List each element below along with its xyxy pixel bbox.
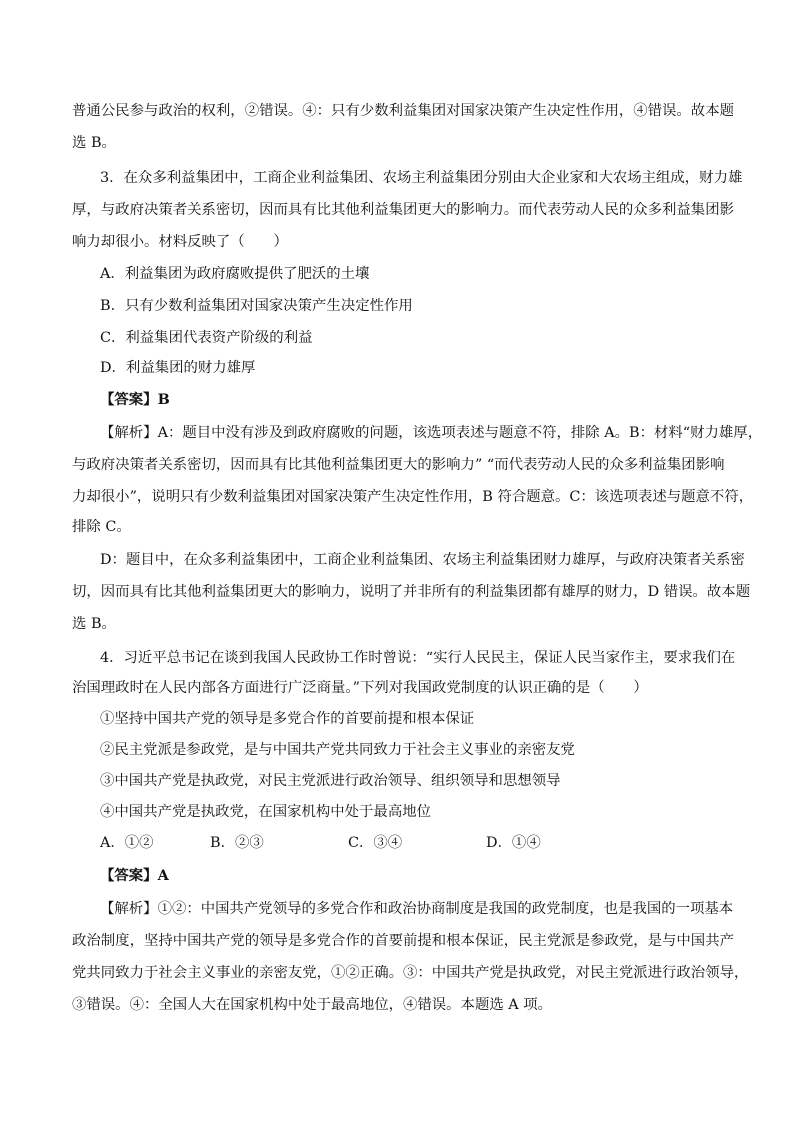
text-line: 切，因而具有比其他利益集团更大的影响力，说明了并非所有的利益集团都有雄厚的财力，D 错误。故本题: [72, 584, 751, 600]
question-3-stem: 3．在众多利益集团中，工商企业利益集团、农场主利益集团分别由大企业家和大农场主组成，财力雄: [100, 170, 743, 186]
text-line: 治国理政时在人民内部各方面进行广泛商量。”下列对我国政党制度的认识正确的是（ ）: [72, 680, 648, 696]
text-line: 厚，与政府决策者关系密切，因而具有比其他利益集团更大的影响力。而代表劳动人民的众多利益集团影: [72, 202, 734, 218]
q4-choice-b: B．②③: [210, 835, 264, 851]
text-line: D：题目中，在众多利益集团中，工商企业利益集团、农场主利益集团财力雄厚，与政府决策者关系密: [100, 552, 745, 568]
q3-answer: 【答案】B: [100, 391, 170, 408]
text-line: 响力却很小。材料反映了（ ）: [72, 234, 288, 250]
text-line: 排除 C。: [72, 519, 131, 535]
q4-answer: 【答案】A: [100, 867, 169, 884]
q3-option-d: D．利益集团的财力雄厚: [100, 360, 256, 376]
text-line: 选 B。: [72, 616, 116, 632]
text-line: 普通公民参与政治的权利，②错误。④：只有少数利益集团对国家决策产生决定性作用，④错误。故本题: [72, 103, 734, 119]
q4-statement-2: ②民主党派是参政党，是与中国共产党共同致力于社会主义事业的亲密友党: [100, 742, 575, 758]
q4-choice-d: D．①④: [486, 835, 541, 851]
q4-statement-4: ④中国共产党是执政党，在国家机构中处于最高地位: [100, 804, 431, 820]
q3-option-c: C．利益集团代表资产阶级的利益: [100, 330, 313, 346]
text-line: 政治制度，坚持中国共产党的领导是多党合作的首要前提和根本保证，民主党派是参政党，是与中国共产: [72, 933, 734, 949]
text-line: ③错误。④：全国人大在国家机构中处于最高地位，④错误。本题选 A 项。: [72, 997, 553, 1013]
question-4-stem: 4．习近平总书记在谈到我国人民政协工作时曾说：“实行人民民主，保证人民当家作主，要求我们在: [100, 650, 736, 666]
q3-option-b: B．只有少数利益集团对国家决策产生决定性作用: [100, 298, 413, 314]
q3-analysis: 【解析】A：题目中没有涉及到政府腐败的问题，该选项表述与题意不符，排除 A。B：材料“财力雄厚，: [100, 425, 763, 441]
text-line: 党共同致力于社会主义事业的亲密友党，①②正确。③：中国共产党是执政党，对民主党派进行政治领导，: [72, 965, 749, 981]
q4-choice-a: A．①②: [100, 835, 154, 851]
text-line: 力却很小”，说明只有少数利益集团对国家决策产生决定性作用，B 符合题意。C：该选项表述与题意不符，: [72, 489, 754, 505]
q4-choice-c: C．③④: [348, 835, 403, 851]
q4-statement-1: ①坚持中国共产党的领导是多党合作的首要前提和根本保证: [100, 711, 475, 727]
q4-analysis: 【解析】①②：中国共产党领导的多党合作和政治协商制度是我国的政党制度，也是我国的一项基本: [100, 901, 734, 917]
q4-statement-3: ③中国共产党是执政党，对民主党派进行政治领导、组织领导和思想领导: [100, 773, 561, 789]
text-line: 与政府决策者关系密切，因而具有比其他利益集团更大的影响力” “而代表劳动人民的众多利益集团影响: [72, 457, 725, 473]
text-line: 选 B。: [72, 135, 116, 151]
q3-option-a: A．利益集团为政府腐败提供了肥沃的土壤: [100, 266, 370, 282]
